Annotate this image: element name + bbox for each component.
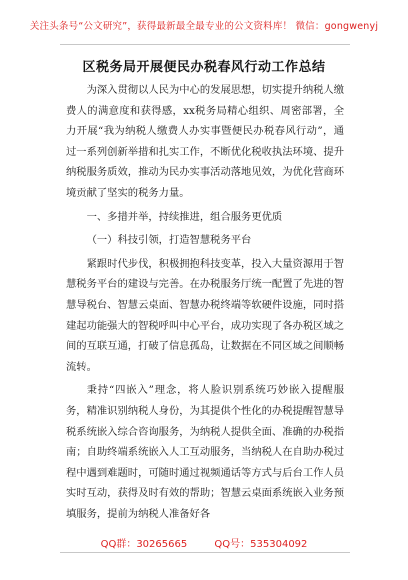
header-divider [60,44,350,45]
document-title: 区税务局开展便民办税春风行动工作总结 [82,60,326,75]
paragraph-four-embed: 秉持“四嵌入”理念，将人脸识别系统巧妙嵌入提醒服务，精准识别纳税人身份，为其提供个性化的办税提醒智慧导税系统嵌入综合咨询服务，为纳税人提供全面、准确的办税指南；自助终端系统嵌入人工互动服务，当纳税人在自助办税过程中遇到难题时，可随时通过视频通话等方式与后台工作人员实时互动，获得及时有效的帮助；智慧云桌面系统嵌入业务预填服务，提前为纳税人准备好各 [66,384,345,520]
paragraph-intro: 为深入贯彻以人民为中心的发展思想，切实提升纳税人缴费人的满意度和获得感，xx税务局精心组织、周密部署，全力开展“我为纳税人缴费人办实事暨便民办税春风行动”，通过一系列创新举措和扎实工作，不断优化税收执法环境、提升纳税服务质效，推动为民办实事活动落地见效，为优化营商环境贡献了坚实的税务力量。 [66,84,345,199]
footer-divider [60,552,350,553]
footer-contact [0,535,408,550]
subsection-heading: （一）科技引领，打造智慧税务平台 [86,234,252,247]
section-heading: 一、多措并举，持续推进，组合服务更优质 [86,210,283,223]
paragraph-tech: 紧跟时代步伐，积极拥抱科技变革，投入大量资源用于智慧税务平台的建设与完善。在办税服务厅统一配置了先进的智慧导税台、智慧云桌面、智慧办税终端等软硬件设施，同时搭建起功能强大的智税呼叫中心平台，成功实现了各办税区域之间的互联互通，打破了信息孤岛，让数据在不同区域之间顺畅流转。 [66,257,345,373]
header-banner: 关注头条号“公文研究”，获得最新最全最专业的公文资料库！ 微信：gongwenyj [29,21,379,32]
footer-qq-group: QQ群：30265665 [100,539,188,550]
document-body [66,80,344,524]
footer-qq: QQ号：535304092 [214,539,308,550]
